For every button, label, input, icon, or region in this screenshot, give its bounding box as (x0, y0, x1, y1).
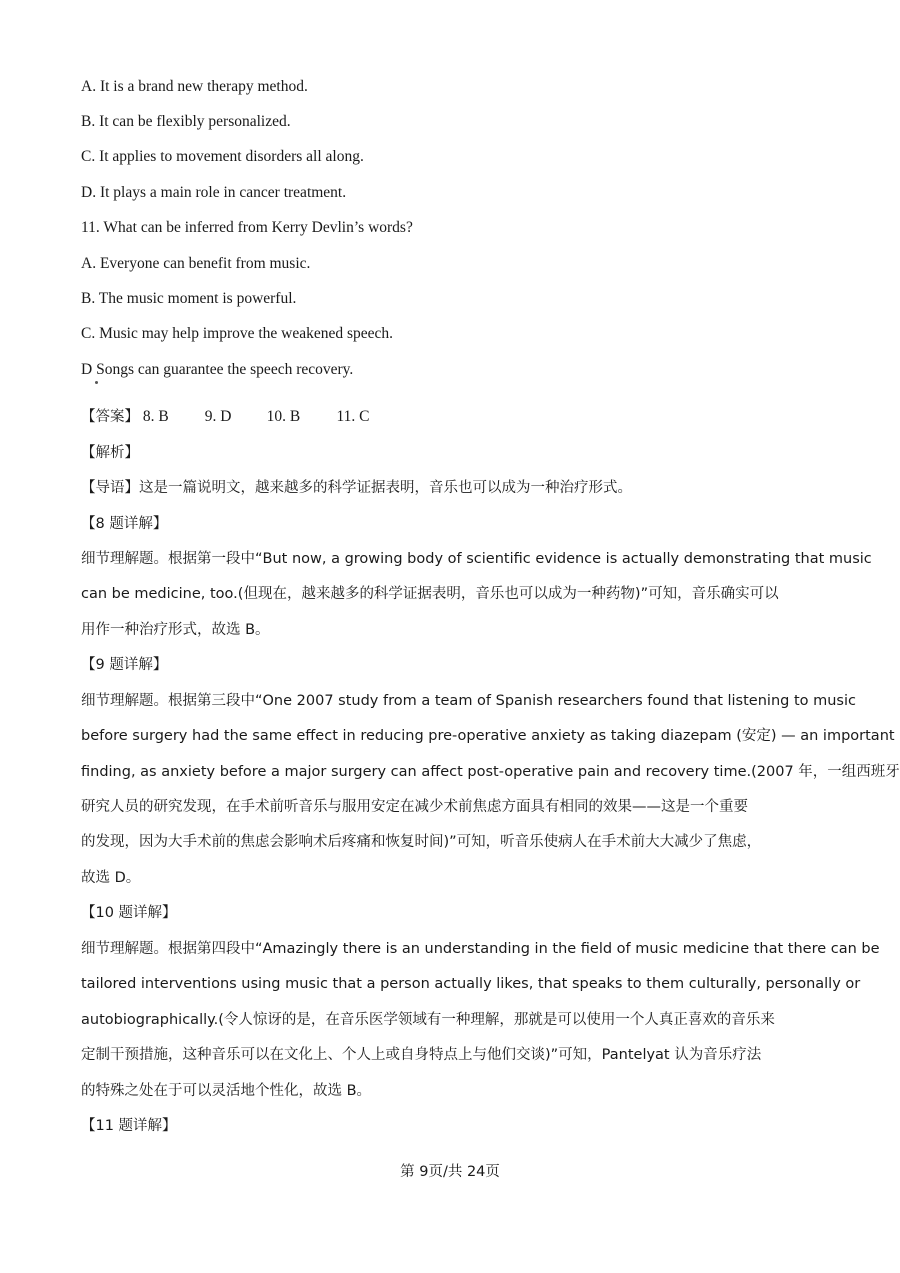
option-11d: D Songs can guarantee the speech recovery. (81, 361, 354, 378)
stray-dot (95, 381, 98, 384)
answer-item: 10. B (266, 408, 301, 425)
section-10-line: 细节理解题。根据第四段中“Amazingly there is an understanding in the field of music medicine that there can be (81, 941, 880, 957)
page-footer: 第 9页/共 24页 (400, 1164, 500, 1180)
section-8-line: 细节理解题。根据第一段中“But now, a growing body of scientific evidence is actually demonstrating that music (81, 551, 872, 567)
section-9-line: before surgery had the same effect in reducing pre-operative anxiety as taking diazepam (安定) — an important (81, 728, 895, 744)
answer-label: 【答案】 (81, 409, 139, 425)
section-9-line: 故选 D。 (81, 870, 141, 886)
section-10-heading: 【10 题详解】 (81, 905, 177, 921)
option-11c: C. Music may help improve the weakened speech. (81, 325, 394, 342)
section-9-line: 细节理解题。根据第三段中“One 2007 study from a team of Spanish researchers found that listening to music (81, 693, 856, 709)
question-11: 11. What can be inferred from Kerry Devlin’s words? (81, 219, 413, 236)
answer-item: 11. C (336, 408, 370, 425)
answer-item: 8. B (142, 408, 169, 425)
option-11a: A. Everyone can benefit from music. (81, 255, 311, 272)
section-9-line: 的发现，因为大手术前的焦虑会影响术后疼痛和恢复时间)”可知，听音乐使病人在手术前大大减少了焦虑， (81, 834, 762, 850)
option-10d: D. It plays a main role in cancer treatment. (81, 184, 347, 201)
option-10c: C. It applies to movement disorders all along. (81, 148, 364, 165)
section-11-heading: 【11 题详解】 (81, 1118, 177, 1134)
section-8-line: 用作一种治疗形式，故选 B。 (81, 622, 270, 638)
section-10-line: autobiographically.(令人惊讶的是，在音乐医学领域有一种理解，那就是可以使用一个人真正喜欢的音乐来 (81, 1012, 775, 1028)
section-10-line: 的特殊之处在于可以灵活地个性化，故选 B。 (81, 1083, 372, 1099)
section-8-heading: 【8 题详解】 (81, 516, 168, 532)
section-10-line: tailored interventions using music that a person actually likes, that speaks to them culturally, personally or (81, 976, 861, 992)
section-9-line: 研究人员的研究发现，在手术前听音乐与服用安定在减少术前焦虑方面具有相同的效果——这是一个重要 (81, 799, 748, 815)
section-10-line: 定制干预措施，这种音乐可以在文化上、个人上或自身特点上与他们交谈)”可知，Pantelyat 认为音乐疗法 (81, 1047, 762, 1063)
intro-text: 【导语】这是一篇说明文，越来越多的科学证据表明，音乐也可以成为一种治疗形式。 (81, 480, 632, 496)
section-9-heading: 【9 题详解】 (81, 657, 168, 673)
option-11b: B. The music moment is powerful. (81, 290, 297, 307)
option-10b: B. It can be flexibly personalized. (81, 113, 291, 130)
analysis-label: 【解析】 (81, 445, 139, 461)
option-10a: A. It is a brand new therapy method. (81, 78, 308, 95)
section-8-line: can be medicine, too.(但现在，越来越多的科学证据表明，音乐也可以成为一种药物)”可知，音乐确实可以 (81, 586, 779, 602)
section-9-line: finding, as anxiety before a major surgery can affect post-operative pain and recovery time.(2007 年，一组西班牙 (81, 764, 900, 780)
answer-item: 9. D (204, 408, 232, 425)
answer-line (81, 406, 820, 428)
